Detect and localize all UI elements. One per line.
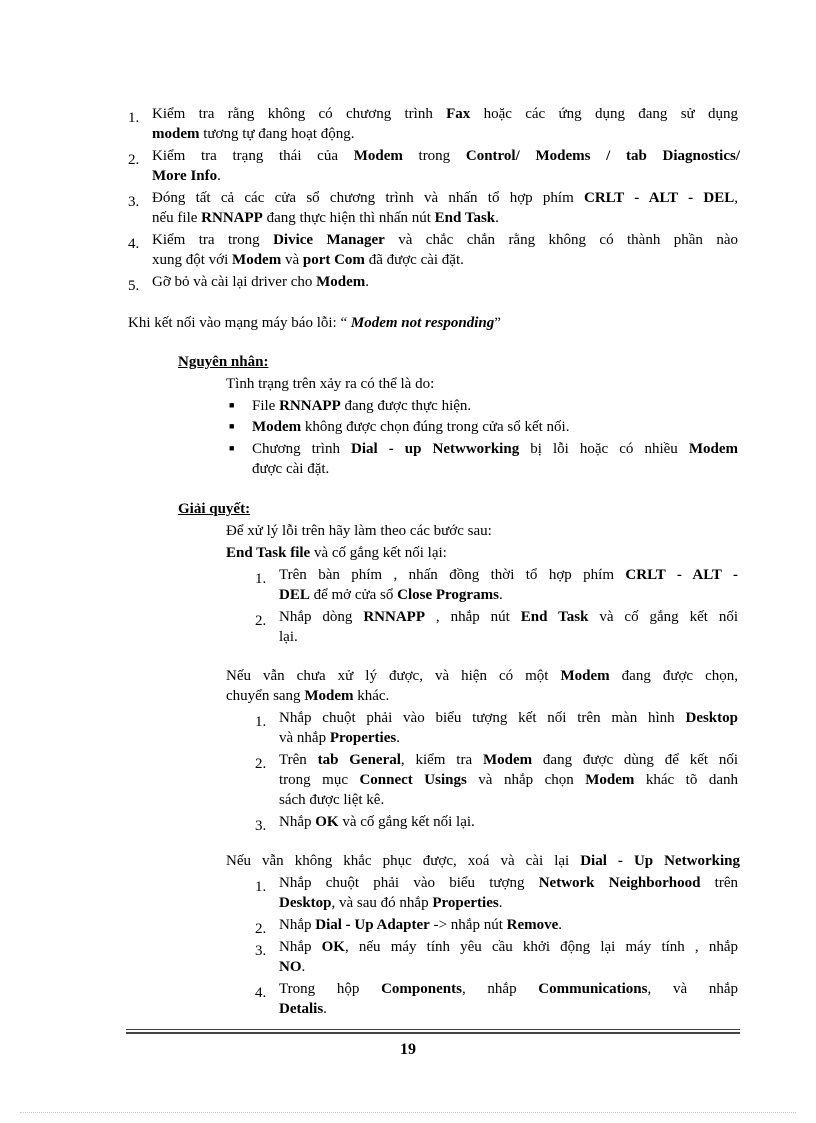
solution-endtask-line: End Task file và cố gắng kết nối lại: [226, 545, 447, 561]
step-number: 1. [255, 714, 267, 730]
step-line: Nhắp Dial - Up Adapter -> nhắp nút Remove. [279, 917, 563, 933]
list-number: 3. [128, 194, 140, 210]
list-number: 2. [128, 152, 140, 168]
step-line: Nhắp chuột phải vào biểu tượng Network Neighborhood trên [279, 875, 738, 891]
footer-rule [126, 1032, 740, 1034]
error-message-line: Khi kết nối vào mạng máy báo lỗi: “ Modem not responding” [128, 315, 501, 331]
bullet-item: File RNNAPP đang được thực hiện. [252, 398, 472, 414]
step-line: Desktop, và sau đó nhắp Properties. [279, 895, 503, 911]
list-number: 1. [128, 110, 140, 126]
solution-heading: Giải quyết: [178, 501, 251, 517]
step-line: Nhắp OK, nếu máy tính yêu cầu khởi động lại máy tính , nhắp [279, 939, 738, 955]
bullet-icon: ■ [229, 443, 235, 453]
step-number: 1. [255, 879, 267, 895]
step-number: 3. [255, 818, 267, 834]
list-item-line: Đóng tất cả các cửa sổ chương trình và nhấn tổ hợp phím CRLT - ALT - DEL, [152, 190, 738, 206]
step-line: trong mục Connect Usings và nhắp chọn Modem khác tõ danh [279, 772, 738, 788]
step-line: Nhắp chuột phải vào biểu tượng kết nối trên màn hình Desktop [279, 710, 738, 726]
bullet-icon: ■ [229, 400, 235, 410]
bullet-item: Modem không được chọn đúng trong cửa sổ kết nối. [252, 419, 570, 435]
page-number: 19 [400, 1041, 416, 1058]
step-line: Trong hộp Components, nhắp Communications, và nhắp [279, 981, 738, 997]
step-line: lại. [279, 629, 298, 645]
solution-intro: Để xử lý lỗi trên hãy làm theo các bước sau: [226, 523, 492, 539]
step-number: 1. [255, 571, 267, 587]
list-number: 4. [128, 236, 140, 252]
bullet-item: Chương trình Dial - up Netwworking bị lỗi hoặc có nhiều Modem [252, 441, 738, 457]
bullet-icon: ■ [229, 421, 235, 431]
step-line: Trên bàn phím , nhấn đồng thời tổ hợp phím CRLT - ALT - [279, 567, 738, 583]
step-number: 2. [255, 613, 267, 629]
paragraph-line: Nếu vẫn không khắc phục được, xoá và cài lại Dial - Up Networking [226, 853, 740, 869]
list-item-line: nếu file RNNAPP đang thực hiện thì nhấn nút End Task. [152, 210, 499, 226]
step-line: NO. [279, 959, 306, 975]
step-line: DEL để mở cửa sổ Close Programs. [279, 587, 503, 603]
bullet-item: được cài đặt. [252, 461, 330, 477]
list-item-line: Kiểm tra trong Divice Manager và chắc chắn rằng không có thành phần nào [152, 232, 738, 248]
list-item-line: Gỡ bỏ và cài lại driver cho Modem. [152, 274, 370, 290]
step-number: 2. [255, 756, 267, 772]
page-edge-divider [20, 1112, 796, 1113]
step-number: 3. [255, 943, 267, 959]
paragraph-line: Nếu vẫn chưa xử lý được, và hiện có một Modem đang được chọn, [226, 668, 738, 684]
list-item-line: Kiểm tra rằng không có chương trình Fax hoặc các ứng dụng đang sử dụng [152, 106, 738, 122]
step-line: sách được liệt kê. [279, 792, 385, 808]
list-item-line: Kiểm tra trạng thái của Modem trong Control/ Modems / tab Diagnostics/ [152, 148, 740, 164]
step-line: Detalis. [279, 1001, 327, 1017]
step-number: 2. [255, 921, 267, 937]
step-line: và nhắp Properties. [279, 730, 400, 746]
list-item-line: modem tương tự đang hoạt động. [152, 126, 355, 142]
cause-heading: Nguyên nhân: [178, 354, 269, 370]
footer-rule [126, 1029, 740, 1030]
paragraph-line: chuyển sang Modem khác. [226, 688, 390, 704]
step-line: Nhắp OK và cố gắng kết nối lại. [279, 814, 475, 830]
cause-intro: Tình trạng trên xảy ra có thể là do: [226, 376, 435, 392]
step-line: Nhắp dòng RNNAPP , nhắp nút End Task và cố gắng kết nối [279, 609, 738, 625]
list-number: 5. [128, 278, 140, 294]
list-item-line: More Info. [152, 168, 221, 184]
step-number: 4. [255, 985, 267, 1001]
step-line: Trên tab General, kiểm tra Modem đang được dùng để kết nối [279, 752, 738, 768]
list-item-line: xung đột với Modem và port Com đã được cài đặt. [152, 252, 464, 268]
